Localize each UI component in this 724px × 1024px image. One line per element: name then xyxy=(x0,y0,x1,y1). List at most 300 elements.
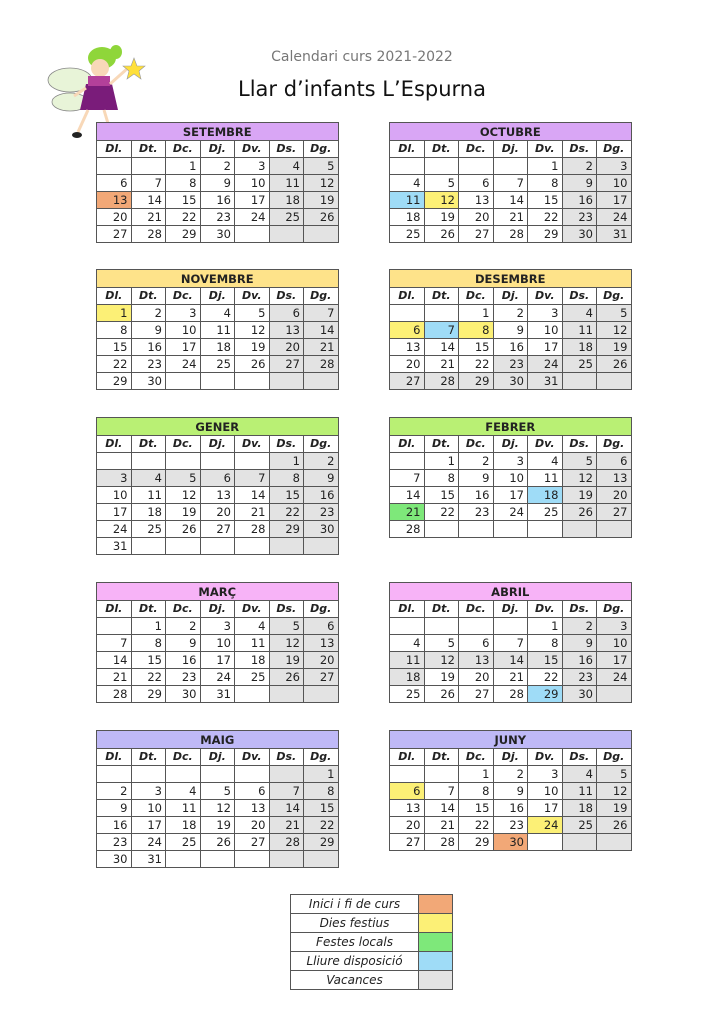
day-cell: 11 xyxy=(528,470,563,487)
day-cell: 23 xyxy=(459,504,494,521)
weekday-header: Dl. xyxy=(97,288,132,305)
day-cell: 28 xyxy=(493,226,528,243)
empty-cell xyxy=(200,851,235,868)
day-cell: 1 xyxy=(166,158,201,175)
day-cell: 12 xyxy=(597,322,632,339)
day-cell: 24 xyxy=(493,504,528,521)
day-cell: 4 xyxy=(235,618,270,635)
day-cell: 11 xyxy=(269,175,304,192)
day-cell: 1 xyxy=(97,305,132,322)
day-cell: 19 xyxy=(166,504,201,521)
day-cell: 21 xyxy=(235,504,270,521)
weekday-header: Dl. xyxy=(390,436,425,453)
weekday-header: Dt. xyxy=(424,288,459,305)
weekday-header: Dt. xyxy=(424,601,459,618)
weekday-header: Dl. xyxy=(390,601,425,618)
day-cell: 18 xyxy=(131,504,166,521)
day-cell: 19 xyxy=(597,339,632,356)
day-cell: 18 xyxy=(390,209,425,226)
day-cell: 22 xyxy=(269,504,304,521)
day-cell: 31 xyxy=(131,851,166,868)
empty-cell xyxy=(493,158,528,175)
day-cell: 10 xyxy=(97,487,132,504)
day-cell: 5 xyxy=(166,470,201,487)
day-cell: 22 xyxy=(528,209,563,226)
weekday-header: Dv. xyxy=(235,288,270,305)
day-cell: 3 xyxy=(493,453,528,470)
empty-cell xyxy=(304,226,339,243)
day-cell: 22 xyxy=(459,356,494,373)
weekday-header: Dc. xyxy=(166,141,201,158)
empty-cell xyxy=(459,618,494,635)
day-cell: 1 xyxy=(269,453,304,470)
month-name: ABRIL xyxy=(390,583,632,601)
empty-cell xyxy=(597,373,632,390)
day-cell: 7 xyxy=(493,635,528,652)
day-cell: 13 xyxy=(235,800,270,817)
day-cell: 25 xyxy=(390,686,425,703)
month-calendar xyxy=(96,269,339,390)
day-cell: 15 xyxy=(166,192,201,209)
weekday-header: Dv. xyxy=(528,749,563,766)
month-calendar xyxy=(389,417,632,538)
day-cell: 6 xyxy=(459,635,494,652)
day-cell: 30 xyxy=(562,686,597,703)
day-cell: 27 xyxy=(304,669,339,686)
empty-cell xyxy=(562,834,597,851)
day-cell: 27 xyxy=(200,521,235,538)
month-name: MARÇ xyxy=(97,583,339,601)
day-cell: 17 xyxy=(493,487,528,504)
day-cell: 9 xyxy=(97,800,132,817)
day-cell: 12 xyxy=(304,175,339,192)
day-cell: 17 xyxy=(166,339,201,356)
month-name: DESEMBRE xyxy=(390,270,632,288)
day-cell: 8 xyxy=(269,470,304,487)
day-cell: 12 xyxy=(269,635,304,652)
weekday-header: Dv. xyxy=(235,141,270,158)
day-cell: 25 xyxy=(562,817,597,834)
day-cell: 20 xyxy=(459,669,494,686)
day-cell: 12 xyxy=(597,783,632,800)
weekday-header: Dl. xyxy=(390,749,425,766)
day-cell: 14 xyxy=(424,800,459,817)
weekday-header: Dg. xyxy=(597,288,632,305)
day-cell: 23 xyxy=(304,504,339,521)
day-cell: 24 xyxy=(597,209,632,226)
day-cell: 18 xyxy=(200,339,235,356)
day-cell: 26 xyxy=(597,356,632,373)
weekday-header: Ds. xyxy=(269,749,304,766)
day-cell: 6 xyxy=(235,783,270,800)
empty-cell xyxy=(424,766,459,783)
day-cell: 3 xyxy=(528,305,563,322)
empty-cell xyxy=(97,453,132,470)
empty-cell xyxy=(528,521,563,538)
month-name: GENER xyxy=(97,418,339,436)
day-cell: 16 xyxy=(493,339,528,356)
day-cell: 8 xyxy=(459,322,494,339)
legend-row xyxy=(291,895,453,914)
day-cell: 12 xyxy=(562,470,597,487)
day-cell: 26 xyxy=(597,817,632,834)
day-cell: 15 xyxy=(424,487,459,504)
day-cell: 12 xyxy=(424,652,459,669)
weekday-header: Dt. xyxy=(131,288,166,305)
day-cell: 13 xyxy=(304,635,339,652)
day-cell: 15 xyxy=(459,339,494,356)
day-cell: 29 xyxy=(131,686,166,703)
day-cell: 26 xyxy=(200,834,235,851)
day-cell: 4 xyxy=(131,470,166,487)
day-cell: 2 xyxy=(562,618,597,635)
day-cell: 28 xyxy=(235,521,270,538)
day-cell: 8 xyxy=(424,470,459,487)
day-cell: 30 xyxy=(562,226,597,243)
weekday-header: Dj. xyxy=(493,288,528,305)
day-cell: 8 xyxy=(131,635,166,652)
day-cell: 2 xyxy=(459,453,494,470)
weekday-header: Dg. xyxy=(304,436,339,453)
day-cell: 10 xyxy=(235,175,270,192)
day-cell: 3 xyxy=(166,305,201,322)
weekday-header: Dc. xyxy=(459,141,494,158)
day-cell: 11 xyxy=(562,322,597,339)
weekday-header: Dg. xyxy=(597,141,632,158)
day-cell: 21 xyxy=(131,209,166,226)
month-name: JUNY xyxy=(390,731,632,749)
month-name: SETEMBRE xyxy=(97,123,339,141)
day-cell: 5 xyxy=(269,618,304,635)
legend xyxy=(290,894,453,990)
day-cell: 25 xyxy=(269,209,304,226)
empty-cell xyxy=(562,373,597,390)
school-title: Llar d’infants L’Espurna xyxy=(238,77,486,101)
legend-swatch xyxy=(419,895,453,914)
day-cell: 15 xyxy=(528,652,563,669)
day-cell: 8 xyxy=(304,783,339,800)
legend-label: Lliure disposició xyxy=(291,952,419,971)
day-cell: 13 xyxy=(597,470,632,487)
day-cell: 18 xyxy=(390,669,425,686)
day-cell: 19 xyxy=(424,209,459,226)
day-cell: 27 xyxy=(390,834,425,851)
day-cell: 25 xyxy=(200,356,235,373)
day-cell: 10 xyxy=(528,322,563,339)
day-cell: 6 xyxy=(200,470,235,487)
weekday-header: Dc. xyxy=(459,749,494,766)
empty-cell xyxy=(597,521,632,538)
day-cell: 3 xyxy=(597,158,632,175)
day-cell: 4 xyxy=(390,175,425,192)
legend-row xyxy=(291,914,453,933)
day-cell: 21 xyxy=(424,817,459,834)
day-cell: 19 xyxy=(235,339,270,356)
weekday-header: Dv. xyxy=(528,141,563,158)
day-cell: 19 xyxy=(562,487,597,504)
day-cell: 7 xyxy=(269,783,304,800)
day-cell: 14 xyxy=(97,652,132,669)
day-cell: 20 xyxy=(269,339,304,356)
day-cell: 26 xyxy=(562,504,597,521)
day-cell: 17 xyxy=(597,192,632,209)
day-cell: 2 xyxy=(562,158,597,175)
day-cell: 5 xyxy=(304,158,339,175)
empty-cell xyxy=(131,538,166,555)
day-cell: 14 xyxy=(424,339,459,356)
empty-cell xyxy=(269,373,304,390)
empty-cell xyxy=(131,158,166,175)
day-cell: 29 xyxy=(97,373,132,390)
day-cell: 3 xyxy=(597,618,632,635)
day-cell: 15 xyxy=(528,192,563,209)
day-cell: 15 xyxy=(97,339,132,356)
day-cell: 6 xyxy=(459,175,494,192)
day-cell: 29 xyxy=(459,834,494,851)
day-cell: 3 xyxy=(131,783,166,800)
day-cell: 2 xyxy=(200,158,235,175)
empty-cell xyxy=(493,521,528,538)
day-cell: 30 xyxy=(493,834,528,851)
weekday-header: Dl. xyxy=(97,749,132,766)
day-cell: 24 xyxy=(166,356,201,373)
day-cell: 30 xyxy=(166,686,201,703)
day-cell: 30 xyxy=(304,521,339,538)
month-calendar xyxy=(389,730,632,851)
day-cell: 16 xyxy=(562,652,597,669)
day-cell: 5 xyxy=(424,635,459,652)
day-cell: 27 xyxy=(269,356,304,373)
day-cell: 25 xyxy=(390,226,425,243)
day-cell: 14 xyxy=(131,192,166,209)
day-cell: 13 xyxy=(269,322,304,339)
weekday-header: Dc. xyxy=(166,436,201,453)
day-cell: 16 xyxy=(166,652,201,669)
weekday-header: Dj. xyxy=(200,436,235,453)
empty-cell xyxy=(235,373,270,390)
day-cell: 23 xyxy=(200,209,235,226)
weekday-header: Ds. xyxy=(562,749,597,766)
empty-cell xyxy=(97,766,132,783)
day-cell: 2 xyxy=(97,783,132,800)
day-cell: 14 xyxy=(493,652,528,669)
day-cell: 4 xyxy=(166,783,201,800)
day-cell: 18 xyxy=(562,800,597,817)
empty-cell xyxy=(390,305,425,322)
legend-label: Festes locals xyxy=(291,933,419,952)
weekday-header: Dt. xyxy=(131,436,166,453)
day-cell: 18 xyxy=(562,339,597,356)
day-cell: 3 xyxy=(200,618,235,635)
day-cell: 17 xyxy=(528,800,563,817)
weekday-header: Ds. xyxy=(562,288,597,305)
day-cell: 22 xyxy=(424,504,459,521)
empty-cell xyxy=(200,453,235,470)
day-cell: 19 xyxy=(269,652,304,669)
day-cell: 5 xyxy=(597,766,632,783)
day-cell: 29 xyxy=(304,834,339,851)
weekday-header: Dv. xyxy=(528,601,563,618)
day-cell: 9 xyxy=(304,470,339,487)
legend-label: Vacances xyxy=(291,971,419,990)
day-cell: 13 xyxy=(200,487,235,504)
day-cell: 28 xyxy=(424,834,459,851)
empty-cell xyxy=(269,686,304,703)
day-cell: 14 xyxy=(269,800,304,817)
day-cell: 7 xyxy=(390,470,425,487)
day-cell: 25 xyxy=(166,834,201,851)
empty-cell xyxy=(424,521,459,538)
weekday-header: Dg. xyxy=(304,141,339,158)
day-cell: 11 xyxy=(562,783,597,800)
weekday-header: Dc. xyxy=(166,749,201,766)
day-cell: 6 xyxy=(390,783,425,800)
day-cell: 2 xyxy=(493,766,528,783)
day-cell: 17 xyxy=(235,192,270,209)
weekday-header: Ds. xyxy=(562,601,597,618)
empty-cell xyxy=(493,618,528,635)
day-cell: 4 xyxy=(200,305,235,322)
day-cell: 1 xyxy=(424,453,459,470)
day-cell: 17 xyxy=(131,817,166,834)
day-cell: 22 xyxy=(459,817,494,834)
day-cell: 24 xyxy=(597,669,632,686)
day-cell: 2 xyxy=(131,305,166,322)
day-cell: 25 xyxy=(131,521,166,538)
day-cell: 18 xyxy=(235,652,270,669)
empty-cell xyxy=(424,618,459,635)
day-cell: 8 xyxy=(97,322,132,339)
day-cell: 28 xyxy=(269,834,304,851)
day-cell: 5 xyxy=(200,783,235,800)
legend-row xyxy=(291,933,453,952)
day-cell: 10 xyxy=(597,175,632,192)
empty-cell xyxy=(459,521,494,538)
day-cell: 7 xyxy=(424,783,459,800)
day-cell: 22 xyxy=(166,209,201,226)
day-cell: 20 xyxy=(459,209,494,226)
day-cell: 4 xyxy=(562,766,597,783)
day-cell: 8 xyxy=(459,783,494,800)
weekday-header: Dc. xyxy=(459,288,494,305)
weekday-header: Dj. xyxy=(493,601,528,618)
day-cell: 27 xyxy=(390,373,425,390)
empty-cell xyxy=(390,453,425,470)
empty-cell xyxy=(97,618,132,635)
day-cell: 29 xyxy=(459,373,494,390)
day-cell: 13 xyxy=(459,192,494,209)
empty-cell xyxy=(131,766,166,783)
day-cell: 23 xyxy=(493,817,528,834)
day-cell: 30 xyxy=(200,226,235,243)
day-cell: 28 xyxy=(390,521,425,538)
day-cell: 10 xyxy=(131,800,166,817)
calendar-subtitle: Calendari curs 2021-2022 xyxy=(271,49,453,65)
day-cell: 16 xyxy=(200,192,235,209)
day-cell: 24 xyxy=(131,834,166,851)
weekday-header: Dg. xyxy=(597,436,632,453)
empty-cell xyxy=(269,851,304,868)
empty-cell xyxy=(97,158,132,175)
day-cell: 10 xyxy=(166,322,201,339)
day-cell: 1 xyxy=(459,766,494,783)
empty-cell xyxy=(235,766,270,783)
day-cell: 6 xyxy=(97,175,132,192)
day-cell: 31 xyxy=(200,686,235,703)
day-cell: 19 xyxy=(424,669,459,686)
day-cell: 13 xyxy=(97,192,132,209)
empty-cell xyxy=(200,373,235,390)
day-cell: 14 xyxy=(304,322,339,339)
weekday-header: Dl. xyxy=(390,288,425,305)
day-cell: 30 xyxy=(97,851,132,868)
month-calendar xyxy=(96,582,339,703)
day-cell: 16 xyxy=(304,487,339,504)
day-cell: 3 xyxy=(97,470,132,487)
day-cell: 27 xyxy=(597,504,632,521)
empty-cell xyxy=(235,226,270,243)
day-cell: 31 xyxy=(97,538,132,555)
weekday-header: Dj. xyxy=(200,141,235,158)
day-cell: 9 xyxy=(131,322,166,339)
day-cell: 1 xyxy=(459,305,494,322)
day-cell: 20 xyxy=(97,209,132,226)
weekday-header: Dg. xyxy=(597,749,632,766)
empty-cell xyxy=(562,521,597,538)
day-cell: 7 xyxy=(131,175,166,192)
day-cell: 8 xyxy=(528,175,563,192)
day-cell: 23 xyxy=(493,356,528,373)
month-name: NOVEMBRE xyxy=(97,270,339,288)
day-cell: 17 xyxy=(97,504,132,521)
day-cell: 12 xyxy=(424,192,459,209)
day-cell: 17 xyxy=(597,652,632,669)
weekday-header: Dt. xyxy=(424,436,459,453)
weekday-header: Dt. xyxy=(131,601,166,618)
weekday-header: Dc. xyxy=(166,288,201,305)
empty-cell xyxy=(166,538,201,555)
empty-cell xyxy=(304,538,339,555)
empty-cell xyxy=(390,158,425,175)
empty-cell xyxy=(304,373,339,390)
day-cell: 28 xyxy=(304,356,339,373)
day-cell: 22 xyxy=(528,669,563,686)
day-cell: 14 xyxy=(493,192,528,209)
weekday-header: Dg. xyxy=(304,749,339,766)
day-cell: 4 xyxy=(269,158,304,175)
day-cell: 9 xyxy=(459,470,494,487)
day-cell: 9 xyxy=(493,783,528,800)
empty-cell xyxy=(200,766,235,783)
empty-cell xyxy=(166,766,201,783)
day-cell: 14 xyxy=(390,487,425,504)
day-cell: 20 xyxy=(304,652,339,669)
weekday-header: Dj. xyxy=(200,601,235,618)
weekday-header: Dv. xyxy=(235,436,270,453)
weekday-header: Ds. xyxy=(562,436,597,453)
day-cell: 29 xyxy=(166,226,201,243)
weekday-header: Ds. xyxy=(562,141,597,158)
day-cell: 26 xyxy=(235,356,270,373)
day-cell: 13 xyxy=(390,339,425,356)
weekday-header: Dg. xyxy=(304,601,339,618)
weekday-header: Dc. xyxy=(459,601,494,618)
day-cell: 17 xyxy=(528,339,563,356)
month-calendar xyxy=(389,269,632,390)
day-cell: 7 xyxy=(304,305,339,322)
weekday-header: Dc. xyxy=(166,601,201,618)
day-cell: 25 xyxy=(562,356,597,373)
